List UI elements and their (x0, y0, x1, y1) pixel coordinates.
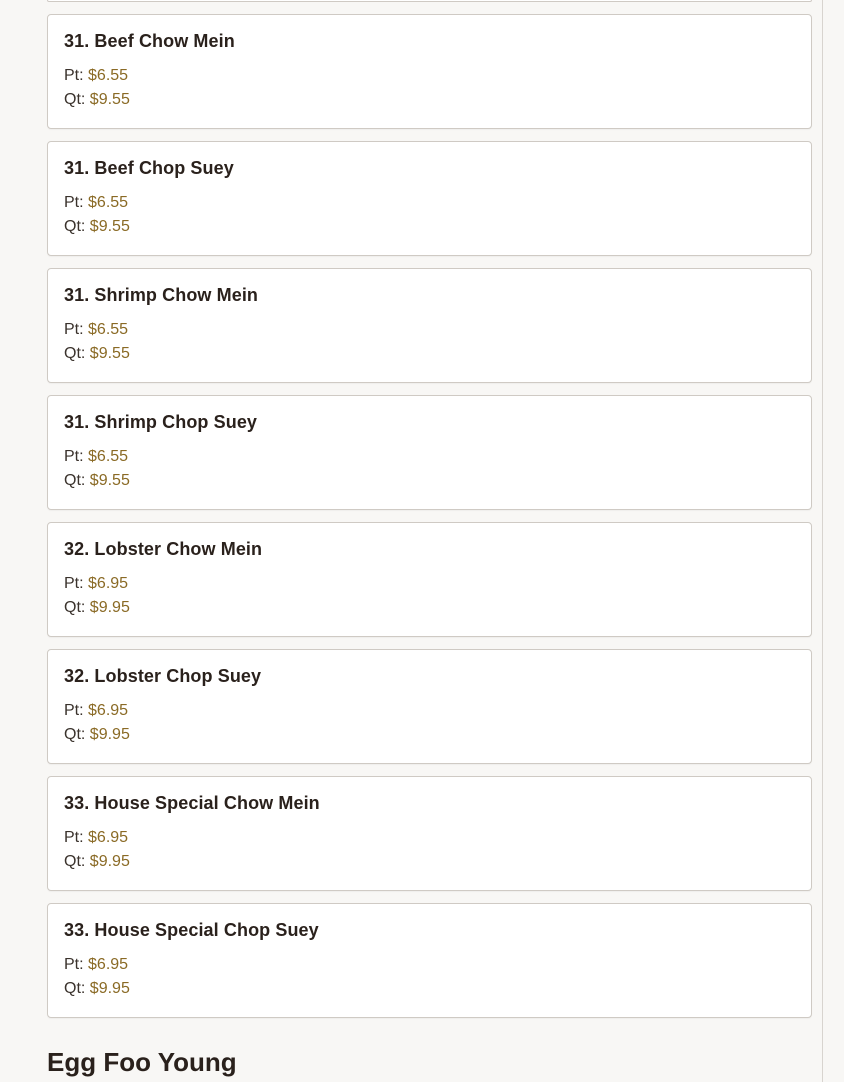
menu-item-card[interactable] (47, 268, 812, 383)
previous-menu-card-edge (47, 0, 812, 2)
menu-item-name: 31. Shrimp Chow Mein (64, 285, 259, 305)
pint-label: Pt: (64, 829, 84, 846)
pint-label: Pt: (64, 67, 84, 84)
menu-item-name: 32. Lobster Chop Suey (64, 666, 262, 686)
quart-price: $9.55 (89, 91, 130, 108)
pint-price: $6.95 (88, 956, 129, 973)
menu-item-name: 32. Lobster Chow Mein (64, 539, 263, 559)
quart-label: Qt: (64, 599, 86, 616)
quart-price: $9.95 (89, 599, 130, 616)
pint-price-row (64, 699, 795, 723)
menu-item-card[interactable] (47, 903, 812, 1018)
pint-price-row (64, 953, 795, 977)
quart-price-row (64, 469, 795, 493)
quart-price: $9.55 (89, 218, 130, 235)
menu-item-card[interactable] (47, 776, 812, 891)
menu-item-card[interactable] (47, 522, 812, 637)
menu-item-list (47, 14, 812, 1018)
menu-item-card[interactable] (47, 395, 812, 510)
quart-label: Qt: (64, 91, 86, 108)
page-divider (822, 0, 823, 1082)
pint-price: $6.55 (88, 321, 129, 338)
quart-label: Qt: (64, 726, 86, 743)
quart-price-row (64, 88, 795, 112)
pint-price: $6.55 (88, 194, 129, 211)
quart-price-row (64, 215, 795, 239)
pint-price: $6.95 (88, 702, 129, 719)
pint-label: Pt: (64, 448, 84, 465)
pint-label: Pt: (64, 956, 84, 973)
quart-label: Qt: (64, 980, 86, 997)
pint-label: Pt: (64, 702, 84, 719)
section-heading-egg-foo-young: Egg Foo Young (47, 1047, 237, 1077)
quart-price-row (64, 977, 795, 1001)
pint-price-row (64, 826, 795, 850)
menu-item-name: 31. Beef Chow Mein (64, 31, 235, 51)
pint-price-row (64, 445, 795, 469)
menu-column (47, 0, 812, 1077)
quart-price: $9.55 (89, 472, 130, 489)
pint-price-row (64, 64, 795, 88)
pint-price: $6.55 (88, 448, 129, 465)
quart-price-row (64, 596, 795, 620)
pint-price: $6.95 (88, 575, 129, 592)
quart-price-row (64, 850, 795, 874)
menu-item-card[interactable] (47, 141, 812, 256)
menu-item-card[interactable] (47, 649, 812, 764)
quart-label: Qt: (64, 853, 86, 870)
pint-price: $6.55 (88, 67, 129, 84)
quart-label: Qt: (64, 345, 86, 362)
quart-price-row (64, 342, 795, 366)
pint-label: Pt: (64, 194, 84, 211)
menu-item-name: 31. Shrimp Chop Suey (64, 412, 258, 432)
pint-price-row (64, 191, 795, 215)
menu-item-card[interactable] (47, 14, 812, 129)
quart-price: $9.55 (89, 345, 130, 362)
quart-label: Qt: (64, 472, 86, 489)
menu-item-name: 31. Beef Chop Suey (64, 158, 234, 178)
menu-item-name: 33. House Special Chow Mein (64, 793, 320, 813)
quart-price: $9.95 (89, 853, 130, 870)
pint-price-row (64, 572, 795, 596)
quart-price: $9.95 (89, 726, 130, 743)
pint-price-row (64, 318, 795, 342)
menu-item-name: 33. House Special Chop Suey (64, 920, 319, 940)
quart-price: $9.95 (89, 980, 130, 997)
pint-label: Pt: (64, 321, 84, 338)
pint-price: $6.95 (88, 829, 129, 846)
pint-label: Pt: (64, 575, 84, 592)
quart-price-row (64, 723, 795, 747)
quart-label: Qt: (64, 218, 86, 235)
